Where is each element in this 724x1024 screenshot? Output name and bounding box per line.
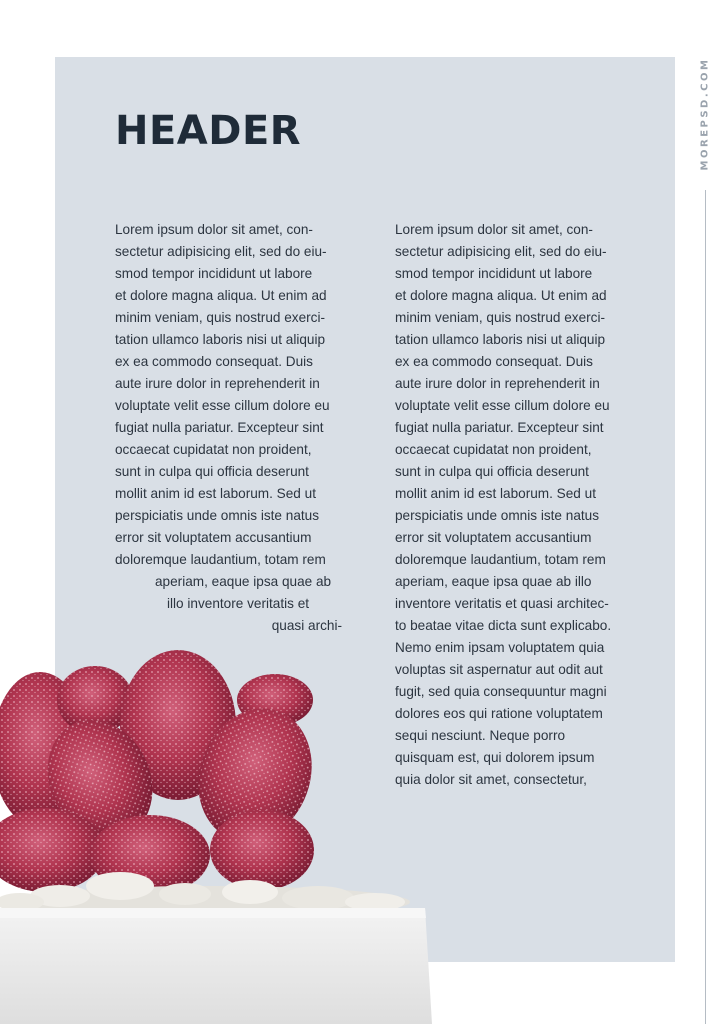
text-line: fugit, sed quia consequuntur magni (395, 684, 607, 699)
text-line: et dolore magna aliqua. Ut enim ad (395, 288, 607, 303)
text-line: quasi archi- (271, 618, 342, 633)
text-line: ex ea commodo consequat. Duis (115, 354, 313, 369)
text-line: smod tempor incididunt ut labore (395, 266, 593, 281)
text-line: doloremque laudantium, totam rem (395, 552, 606, 567)
text-line: dolores eos qui ratione voluptatem (395, 706, 603, 721)
brand-text: MOREPSD.COM (699, 57, 711, 171)
text-line: quisquam est, qui dolorem ipsum (395, 750, 595, 765)
text-line: voluptate velit esse cillum dolore eu (395, 398, 610, 413)
text-line: sequi nesciunt. Neque porro (395, 728, 566, 743)
side-divider-line (705, 190, 706, 1024)
text-line: sunt in culpa qui officia deserunt (395, 464, 589, 479)
text-line: mollit anim id est laborum. Sed ut (395, 486, 596, 501)
text-line: fugiat nulla pariatur. Excepteur sint (395, 420, 604, 435)
text-line: aute irure dolor in reprehenderit in (115, 376, 320, 391)
text-line: perspiciatis unde omnis iste natus (115, 508, 320, 523)
text-line: tation ullamco laboris nisi ut aliquip (115, 332, 326, 347)
text-line: voluptate velit esse cillum dolore eu (115, 398, 330, 413)
text-line: illo inventore veritatis et (167, 596, 310, 611)
text-line: error sit voluptatem accusantium (395, 530, 592, 545)
text-line: mollit anim id est laborum. Sed ut (115, 486, 316, 501)
text-line: inventore veritatis et quasi architec- (395, 596, 609, 611)
text-line: ex ea commodo consequat. Duis (395, 354, 593, 369)
text-line: aperiam, eaque ipsa quae ab (155, 574, 332, 589)
text-column-left (115, 219, 347, 637)
page-title: HEADER (115, 108, 302, 154)
text-line: Lorem ipsum dolor sit amet, con- (115, 222, 313, 237)
text-line: aute irure dolor in reprehenderit in (395, 376, 600, 391)
text-line: occaecat cupidatat non proident, (395, 442, 592, 457)
text-line: sectetur adipisicing elit, sed do eiu- (115, 244, 327, 259)
text-line: Lorem ipsum dolor sit amet, con- (395, 222, 593, 237)
text-line: to beatae vitae dicta sunt explicabo. (395, 618, 612, 633)
text-line: perspiciatis unde omnis iste natus (395, 508, 600, 523)
text-line: minim veniam, quis nostrud exerci- (395, 310, 606, 325)
text-line: error sit voluptatem accusantium (115, 530, 312, 545)
text-line: Nemo enim ipsam voluptatem quia (395, 640, 605, 655)
text-line: et dolore magna aliqua. Ut enim ad (115, 288, 327, 303)
text-line: sectetur adipisicing elit, sed do eiu- (395, 244, 607, 259)
text-line: sunt in culpa qui officia deserunt (115, 464, 309, 479)
cactus-body (0, 650, 330, 895)
pot (0, 908, 432, 1024)
brand-watermark (697, 54, 713, 174)
text-line: fugiat nulla pariatur. Excepteur sint (115, 420, 324, 435)
text-line: doloremque laudantium, totam rem (115, 552, 326, 567)
text-line: smod tempor incididunt ut labore (115, 266, 313, 281)
text-line: minim veniam, quis nostrud exerci- (115, 310, 326, 325)
text-line: voluptas sit aspernatur aut odit aut (395, 662, 603, 677)
cactus-in-white-pot (0, 640, 440, 1024)
text-line: tation ullamco laboris nisi ut aliquip (395, 332, 606, 347)
text-line: quia dolor sit amet, consectetur, (395, 772, 587, 787)
text-line: aperiam, eaque ipsa quae ab illo (395, 574, 592, 589)
text-line: occaecat cupidatat non proident, (115, 442, 312, 457)
